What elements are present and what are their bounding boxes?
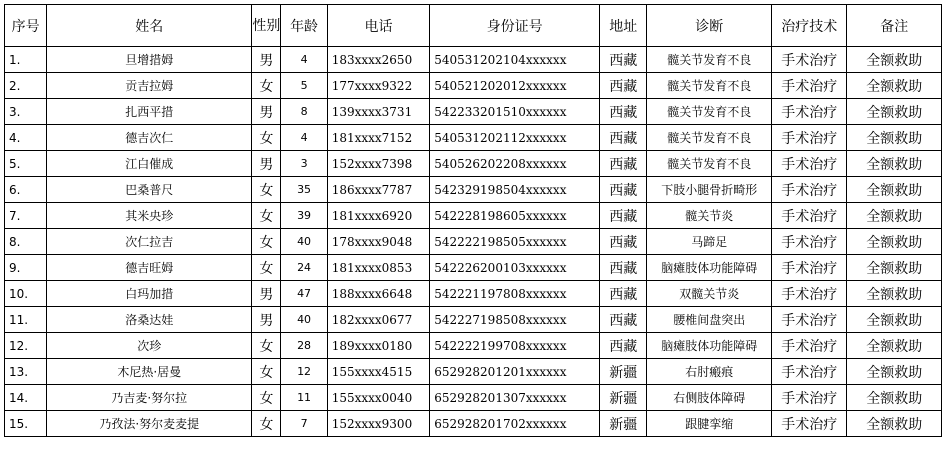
cell-name: 乃吉麦·努尔拉	[47, 385, 252, 411]
cell-treatment: 手术治疗	[772, 307, 847, 333]
cell-name: 其米央珍	[47, 203, 252, 229]
header-note: 备注	[847, 5, 942, 47]
cell-age: 39	[281, 203, 327, 229]
table-row	[5, 307, 942, 333]
cell-phone: 183xxxx2650	[327, 47, 430, 73]
table-row	[5, 411, 942, 437]
cell-id-number: 542329198504xxxxxx	[430, 177, 600, 203]
cell-name: 江白催成	[47, 151, 252, 177]
cell-gender: 女	[252, 125, 281, 151]
cell-treatment: 手术治疗	[772, 255, 847, 281]
cell-name: 木尼热·居曼	[47, 359, 252, 385]
cell-id-number: 540531202104xxxxxx	[430, 47, 600, 73]
cell-age: 35	[281, 177, 327, 203]
cell-phone: 152xxxx7398	[327, 151, 430, 177]
cell-phone: 139xxxx3731	[327, 99, 430, 125]
cell-note: 全额救助	[847, 203, 942, 229]
table-row	[5, 333, 942, 359]
cell-id-number: 542221197808xxxxxx	[430, 281, 600, 307]
cell-treatment: 手术治疗	[772, 203, 847, 229]
cell-index: 14.	[5, 385, 47, 411]
patient-table	[4, 4, 942, 437]
cell-age: 40	[281, 307, 327, 333]
cell-phone: 182xxxx0677	[327, 307, 430, 333]
cell-index: 12.	[5, 333, 47, 359]
cell-name: 贡吉拉姆	[47, 73, 252, 99]
cell-gender: 女	[252, 411, 281, 437]
table-body	[5, 47, 942, 437]
cell-index: 4.	[5, 125, 47, 151]
cell-treatment: 手术治疗	[772, 281, 847, 307]
header-index: 序号	[5, 5, 47, 47]
cell-index: 9.	[5, 255, 47, 281]
cell-treatment: 手术治疗	[772, 177, 847, 203]
cell-gender: 男	[252, 47, 281, 73]
cell-address: 新疆	[600, 359, 647, 385]
cell-phone: 186xxxx7787	[327, 177, 430, 203]
table-row	[5, 203, 942, 229]
cell-note: 全额救助	[847, 125, 942, 151]
cell-address: 西藏	[600, 229, 647, 255]
cell-treatment: 手术治疗	[772, 125, 847, 151]
cell-name: 乃孜法·努尔麦麦提	[47, 411, 252, 437]
table-row	[5, 47, 942, 73]
cell-diagnosis: 双髋关节炎	[647, 281, 772, 307]
cell-phone: 152xxxx9300	[327, 411, 430, 437]
cell-index: 8.	[5, 229, 47, 255]
cell-name: 德吉次仁	[47, 125, 252, 151]
cell-diagnosis: 跟腱挛缩	[647, 411, 772, 437]
cell-address: 西藏	[600, 99, 647, 125]
cell-gender: 男	[252, 281, 281, 307]
cell-id-number: 542233201510xxxxxx	[430, 99, 600, 125]
cell-address: 西藏	[600, 125, 647, 151]
cell-treatment: 手术治疗	[772, 359, 847, 385]
cell-gender: 女	[252, 177, 281, 203]
cell-gender: 女	[252, 333, 281, 359]
cell-name: 扎西平措	[47, 99, 252, 125]
cell-address: 西藏	[600, 333, 647, 359]
cell-note: 全额救助	[847, 281, 942, 307]
cell-index: 3.	[5, 99, 47, 125]
cell-id-number: 542222198505xxxxxx	[430, 229, 600, 255]
cell-diagnosis: 右侧肢体障碍	[647, 385, 772, 411]
cell-address: 西藏	[600, 47, 647, 73]
cell-treatment: 手术治疗	[772, 229, 847, 255]
cell-address: 新疆	[600, 385, 647, 411]
cell-age: 4	[281, 125, 327, 151]
cell-diagnosis: 髋关节发育不良	[647, 47, 772, 73]
header-phone: 电话	[327, 5, 430, 47]
table-row	[5, 125, 942, 151]
table-row	[5, 281, 942, 307]
cell-phone: 177xxxx9322	[327, 73, 430, 99]
cell-note: 全额救助	[847, 333, 942, 359]
header-row	[5, 5, 942, 47]
cell-treatment: 手术治疗	[772, 411, 847, 437]
cell-id-number: 540531202112xxxxxx	[430, 125, 600, 151]
cell-address: 西藏	[600, 151, 647, 177]
cell-gender: 女	[252, 385, 281, 411]
cell-note: 全额救助	[847, 177, 942, 203]
table-row	[5, 151, 942, 177]
cell-diagnosis: 脑瘫肢体功能障碍	[647, 255, 772, 281]
cell-note: 全额救助	[847, 359, 942, 385]
table-row	[5, 255, 942, 281]
cell-name: 旦增措姆	[47, 47, 252, 73]
cell-id-number: 652928201201xxxxxx	[430, 359, 600, 385]
cell-treatment: 手术治疗	[772, 99, 847, 125]
cell-id-number: 542228198605xxxxxx	[430, 203, 600, 229]
cell-index: 6.	[5, 177, 47, 203]
table-row	[5, 359, 942, 385]
cell-id-number: 652928201307xxxxxx	[430, 385, 600, 411]
cell-age: 7	[281, 411, 327, 437]
cell-age: 28	[281, 333, 327, 359]
cell-treatment: 手术治疗	[772, 73, 847, 99]
cell-index: 11.	[5, 307, 47, 333]
cell-phone: 181xxxx7152	[327, 125, 430, 151]
cell-age: 40	[281, 229, 327, 255]
cell-id-number: 542226200103xxxxxx	[430, 255, 600, 281]
cell-phone: 189xxxx0180	[327, 333, 430, 359]
cell-index: 5.	[5, 151, 47, 177]
cell-gender: 男	[252, 151, 281, 177]
cell-index: 7.	[5, 203, 47, 229]
table-row	[5, 177, 942, 203]
cell-address: 西藏	[600, 203, 647, 229]
cell-diagnosis: 马蹄足	[647, 229, 772, 255]
cell-gender: 女	[252, 73, 281, 99]
cell-note: 全额救助	[847, 151, 942, 177]
cell-index: 15.	[5, 411, 47, 437]
cell-gender: 女	[252, 229, 281, 255]
cell-treatment: 手术治疗	[772, 333, 847, 359]
header-id-number: 身份证号	[430, 5, 600, 47]
cell-address: 新疆	[600, 411, 647, 437]
cell-phone: 188xxxx6648	[327, 281, 430, 307]
cell-gender: 男	[252, 307, 281, 333]
cell-phone: 178xxxx9048	[327, 229, 430, 255]
cell-index: 10.	[5, 281, 47, 307]
cell-index: 2.	[5, 73, 47, 99]
cell-address: 西藏	[600, 281, 647, 307]
cell-id-number: 542222199708xxxxxx	[430, 333, 600, 359]
cell-gender: 女	[252, 359, 281, 385]
cell-diagnosis: 髋关节发育不良	[647, 99, 772, 125]
cell-age: 4	[281, 47, 327, 73]
cell-age: 12	[281, 359, 327, 385]
table-row	[5, 73, 942, 99]
cell-id-number: 652928201702xxxxxx	[430, 411, 600, 437]
header-address: 地址	[600, 5, 647, 47]
cell-note: 全额救助	[847, 411, 942, 437]
cell-treatment: 手术治疗	[772, 47, 847, 73]
cell-age: 11	[281, 385, 327, 411]
cell-note: 全额救助	[847, 385, 942, 411]
cell-name: 德吉旺姆	[47, 255, 252, 281]
cell-treatment: 手术治疗	[772, 151, 847, 177]
cell-name: 洛桑达娃	[47, 307, 252, 333]
cell-age: 47	[281, 281, 327, 307]
table-header	[5, 5, 942, 47]
cell-address: 西藏	[600, 177, 647, 203]
cell-note: 全额救助	[847, 229, 942, 255]
cell-age: 24	[281, 255, 327, 281]
header-gender: 性别	[252, 5, 281, 47]
cell-age: 3	[281, 151, 327, 177]
cell-gender: 女	[252, 255, 281, 281]
cell-phone: 181xxxx0853	[327, 255, 430, 281]
header-diagnosis: 诊断	[647, 5, 772, 47]
cell-phone: 181xxxx6920	[327, 203, 430, 229]
cell-name: 次仁拉吉	[47, 229, 252, 255]
cell-id-number: 542227198508xxxxxx	[430, 307, 600, 333]
cell-diagnosis: 脑瘫肢体功能障碍	[647, 333, 772, 359]
cell-name: 白玛加措	[47, 281, 252, 307]
cell-phone: 155xxxx4515	[327, 359, 430, 385]
cell-diagnosis: 髋关节发育不良	[647, 73, 772, 99]
cell-phone: 155xxxx0040	[327, 385, 430, 411]
cell-diagnosis: 右肘瘢痕	[647, 359, 772, 385]
table-row	[5, 385, 942, 411]
cell-note: 全额救助	[847, 307, 942, 333]
header-name: 姓名	[47, 5, 252, 47]
cell-address: 西藏	[600, 73, 647, 99]
cell-index: 1.	[5, 47, 47, 73]
header-treatment: 治疗技术	[772, 5, 847, 47]
cell-gender: 男	[252, 99, 281, 125]
cell-id-number: 540526202208xxxxxx	[430, 151, 600, 177]
cell-id-number: 540521202012xxxxxx	[430, 73, 600, 99]
cell-address: 西藏	[600, 307, 647, 333]
cell-note: 全额救助	[847, 99, 942, 125]
cell-diagnosis: 髋关节发育不良	[647, 125, 772, 151]
cell-note: 全额救助	[847, 73, 942, 99]
cell-gender: 女	[252, 203, 281, 229]
cell-name: 次珍	[47, 333, 252, 359]
cell-name: 巴桑普尺	[47, 177, 252, 203]
header-age: 年龄	[281, 5, 327, 47]
cell-treatment: 手术治疗	[772, 385, 847, 411]
cell-index: 13.	[5, 359, 47, 385]
cell-note: 全额救助	[847, 255, 942, 281]
cell-address: 西藏	[600, 255, 647, 281]
table-row	[5, 229, 942, 255]
cell-diagnosis: 髋关节炎	[647, 203, 772, 229]
cell-diagnosis: 腰椎间盘突出	[647, 307, 772, 333]
cell-age: 5	[281, 73, 327, 99]
cell-diagnosis: 下肢小腿骨折畸形	[647, 177, 772, 203]
cell-age: 8	[281, 99, 327, 125]
cell-note: 全额救助	[847, 47, 942, 73]
cell-diagnosis: 髋关节发育不良	[647, 151, 772, 177]
table-row	[5, 99, 942, 125]
